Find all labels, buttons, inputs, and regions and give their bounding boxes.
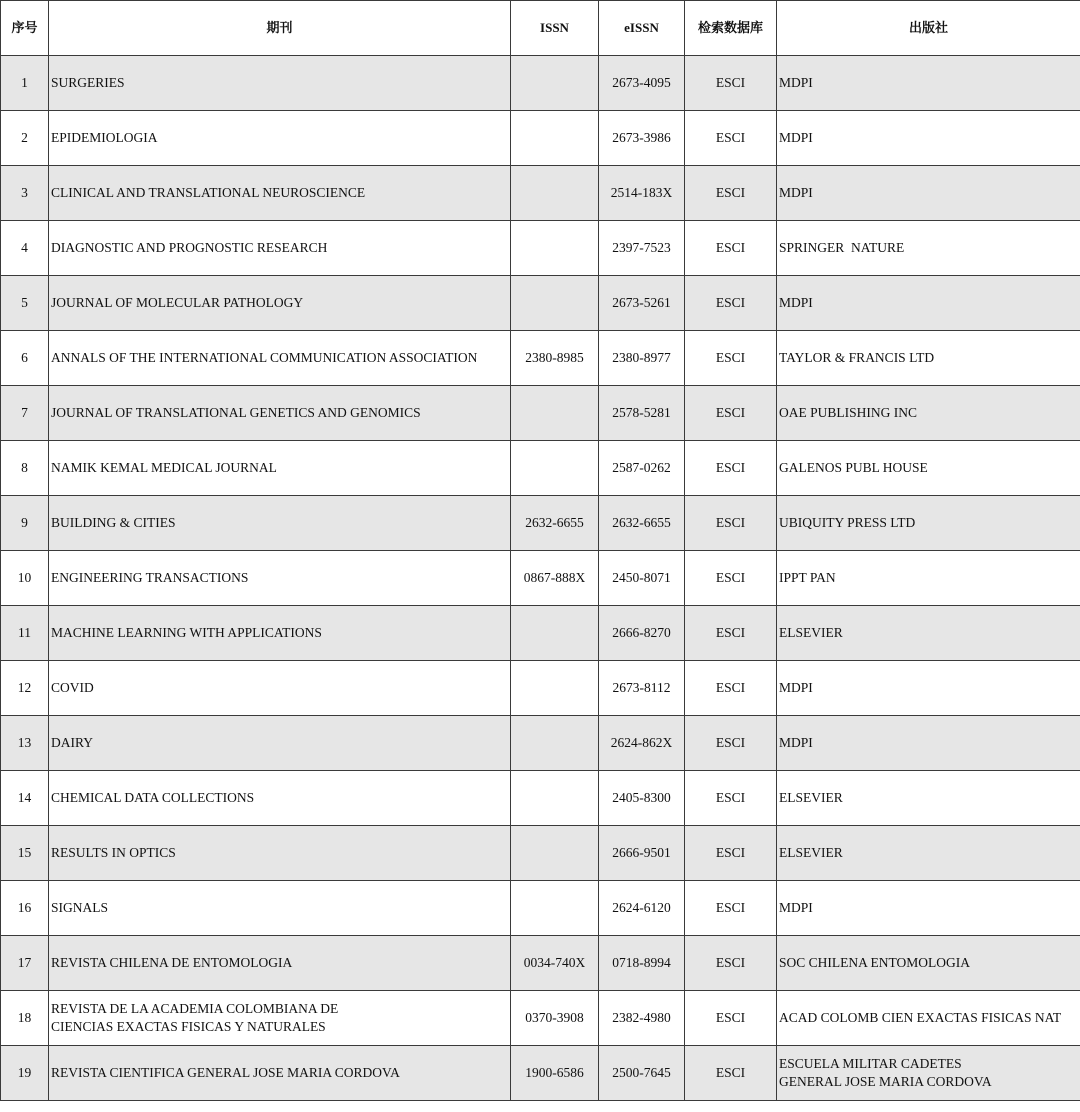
cell-index: 15 xyxy=(1,826,49,881)
cell-publisher: SOC CHILENA ENTOMOLOGIA xyxy=(777,936,1080,991)
cell-index: 7 xyxy=(1,386,49,441)
cell-database: ESCI xyxy=(685,1046,777,1101)
cell-index: 8 xyxy=(1,441,49,496)
cell-issn xyxy=(511,661,599,716)
cell-eissn: 2514-183X xyxy=(599,166,685,221)
cell-index: 6 xyxy=(1,331,49,386)
cell-eissn: 2666-8270 xyxy=(599,606,685,661)
cell-issn xyxy=(511,716,599,771)
cell-index: 3 xyxy=(1,166,49,221)
cell-index: 12 xyxy=(1,661,49,716)
cell-issn xyxy=(511,441,599,496)
cell-eissn: 2673-4095 xyxy=(599,56,685,111)
cell-database: ESCI xyxy=(685,221,777,276)
cell-database: ESCI xyxy=(685,991,777,1046)
cell-eissn: 2382-4980 xyxy=(599,991,685,1046)
header-eissn: eISSN xyxy=(599,1,685,56)
cell-database: ESCI xyxy=(685,606,777,661)
cell-journal: NAMIK KEMAL MEDICAL JOURNAL xyxy=(49,441,511,496)
cell-issn xyxy=(511,826,599,881)
cell-database: ESCI xyxy=(685,56,777,111)
cell-database: ESCI xyxy=(685,551,777,606)
cell-issn xyxy=(511,606,599,661)
table-row xyxy=(1,606,1080,661)
table-row xyxy=(1,936,1080,991)
cell-journal: SIGNALS xyxy=(49,881,511,936)
cell-publisher: MDPI xyxy=(777,661,1080,716)
cell-index: 10 xyxy=(1,551,49,606)
cell-eissn: 2624-862X xyxy=(599,716,685,771)
table-row xyxy=(1,221,1080,276)
cell-database: ESCI xyxy=(685,496,777,551)
header-index: 序号 xyxy=(1,1,49,56)
cell-index: 4 xyxy=(1,221,49,276)
cell-issn xyxy=(511,111,599,166)
table-row xyxy=(1,716,1080,771)
cell-publisher: ELSEVIER xyxy=(777,771,1080,826)
cell-eissn: 2632-6655 xyxy=(599,496,685,551)
table-row xyxy=(1,56,1080,111)
cell-eissn: 2673-5261 xyxy=(599,276,685,331)
cell-issn xyxy=(511,386,599,441)
cell-publisher: MDPI xyxy=(777,166,1080,221)
cell-journal: REVISTA DE LA ACADEMIA COLOMBIANA DE CIENCIAS EXACTAS FISICAS Y NATURALES xyxy=(49,991,511,1046)
table-row xyxy=(1,331,1080,386)
cell-database: ESCI xyxy=(685,111,777,166)
cell-database: ESCI xyxy=(685,166,777,221)
cell-publisher: IPPT PAN xyxy=(777,551,1080,606)
cell-database: ESCI xyxy=(685,771,777,826)
header-journal: 期刊 xyxy=(49,1,511,56)
cell-index: 2 xyxy=(1,111,49,166)
cell-database: ESCI xyxy=(685,441,777,496)
cell-index: 19 xyxy=(1,1046,49,1101)
cell-index: 9 xyxy=(1,496,49,551)
cell-eissn: 2624-6120 xyxy=(599,881,685,936)
table-row xyxy=(1,386,1080,441)
cell-eissn: 2405-8300 xyxy=(599,771,685,826)
cell-journal: REVISTA CIENTIFICA GENERAL JOSE MARIA CORDOVA xyxy=(49,1046,511,1101)
table-header-row xyxy=(1,1,1080,56)
cell-journal: SURGERIES xyxy=(49,56,511,111)
cell-eissn: 0718-8994 xyxy=(599,936,685,991)
cell-journal: COVID xyxy=(49,661,511,716)
cell-database: ESCI xyxy=(685,276,777,331)
cell-issn: 2632-6655 xyxy=(511,496,599,551)
cell-index: 18 xyxy=(1,991,49,1046)
cell-index: 17 xyxy=(1,936,49,991)
cell-publisher: MDPI xyxy=(777,716,1080,771)
table-row xyxy=(1,991,1080,1046)
cell-eissn: 2397-7523 xyxy=(599,221,685,276)
cell-journal: ANNALS OF THE INTERNATIONAL COMMUNICATION ASSOCIATION xyxy=(49,331,511,386)
cell-issn xyxy=(511,771,599,826)
cell-database: ESCI xyxy=(685,661,777,716)
cell-journal: JOURNAL OF TRANSLATIONAL GENETICS AND GENOMICS xyxy=(49,386,511,441)
cell-publisher: OAE PUBLISHING INC xyxy=(777,386,1080,441)
cell-journal: JOURNAL OF MOLECULAR PATHOLOGY xyxy=(49,276,511,331)
cell-journal: ENGINEERING TRANSACTIONS xyxy=(49,551,511,606)
cell-publisher: MDPI xyxy=(777,276,1080,331)
table-row xyxy=(1,881,1080,936)
cell-index: 1 xyxy=(1,56,49,111)
cell-publisher: UBIQUITY PRESS LTD xyxy=(777,496,1080,551)
cell-journal: DIAGNOSTIC AND PROGNOSTIC RESEARCH xyxy=(49,221,511,276)
cell-issn xyxy=(511,56,599,111)
header-database: 检索数据库 xyxy=(685,1,777,56)
cell-publisher: MDPI xyxy=(777,111,1080,166)
cell-eissn: 2673-3986 xyxy=(599,111,685,166)
cell-issn: 0034-740X xyxy=(511,936,599,991)
cell-eissn: 2380-8977 xyxy=(599,331,685,386)
cell-publisher: SPRINGER NATURE xyxy=(777,221,1080,276)
table-row xyxy=(1,551,1080,606)
cell-eissn: 2666-9501 xyxy=(599,826,685,881)
cell-issn: 0867-888X xyxy=(511,551,599,606)
cell-publisher: ACAD COLOMB CIEN EXACTAS FISICAS NAT xyxy=(777,991,1080,1046)
cell-publisher: MDPI xyxy=(777,56,1080,111)
cell-journal: MACHINE LEARNING WITH APPLICATIONS xyxy=(49,606,511,661)
cell-journal: BUILDING & CITIES xyxy=(49,496,511,551)
cell-issn xyxy=(511,276,599,331)
cell-journal: DAIRY xyxy=(49,716,511,771)
cell-database: ESCI xyxy=(685,826,777,881)
table-row xyxy=(1,771,1080,826)
table-row xyxy=(1,826,1080,881)
cell-database: ESCI xyxy=(685,386,777,441)
cell-database: ESCI xyxy=(685,331,777,386)
table-row xyxy=(1,496,1080,551)
cell-eissn: 2450-8071 xyxy=(599,551,685,606)
cell-index: 14 xyxy=(1,771,49,826)
header-issn: ISSN xyxy=(511,1,599,56)
cell-index: 11 xyxy=(1,606,49,661)
table-row xyxy=(1,111,1080,166)
cell-publisher: ELSEVIER xyxy=(777,826,1080,881)
cell-publisher: ELSEVIER xyxy=(777,606,1080,661)
cell-eissn: 2587-0262 xyxy=(599,441,685,496)
cell-index: 5 xyxy=(1,276,49,331)
cell-publisher: ESCUELA MILITAR CADETES GENERAL JOSE MARIA CORDOVA xyxy=(777,1046,1080,1101)
cell-publisher: GALENOS PUBL HOUSE xyxy=(777,441,1080,496)
table-row xyxy=(1,276,1080,331)
table-row xyxy=(1,661,1080,716)
cell-journal: CLINICAL AND TRANSLATIONAL NEUROSCIENCE xyxy=(49,166,511,221)
cell-issn: 1900-6586 xyxy=(511,1046,599,1101)
cell-issn xyxy=(511,881,599,936)
cell-journal: CHEMICAL DATA COLLECTIONS xyxy=(49,771,511,826)
cell-journal: RESULTS IN OPTICS xyxy=(49,826,511,881)
cell-publisher: TAYLOR & FRANCIS LTD xyxy=(777,331,1080,386)
cell-issn xyxy=(511,166,599,221)
header-publisher: 出版社 xyxy=(777,1,1080,56)
table-row xyxy=(1,166,1080,221)
cell-database: ESCI xyxy=(685,936,777,991)
table-row xyxy=(1,441,1080,496)
cell-index: 16 xyxy=(1,881,49,936)
cell-issn: 0370-3908 xyxy=(511,991,599,1046)
cell-journal: EPIDEMIOLOGIA xyxy=(49,111,511,166)
cell-eissn: 2500-7645 xyxy=(599,1046,685,1101)
cell-issn xyxy=(511,221,599,276)
cell-issn: 2380-8985 xyxy=(511,331,599,386)
cell-index: 13 xyxy=(1,716,49,771)
cell-database: ESCI xyxy=(685,881,777,936)
cell-eissn: 2578-5281 xyxy=(599,386,685,441)
cell-eissn: 2673-8112 xyxy=(599,661,685,716)
cell-journal: REVISTA CHILENA DE ENTOMOLOGIA xyxy=(49,936,511,991)
table-row xyxy=(1,1046,1080,1101)
cell-database: ESCI xyxy=(685,716,777,771)
cell-publisher: MDPI xyxy=(777,881,1080,936)
